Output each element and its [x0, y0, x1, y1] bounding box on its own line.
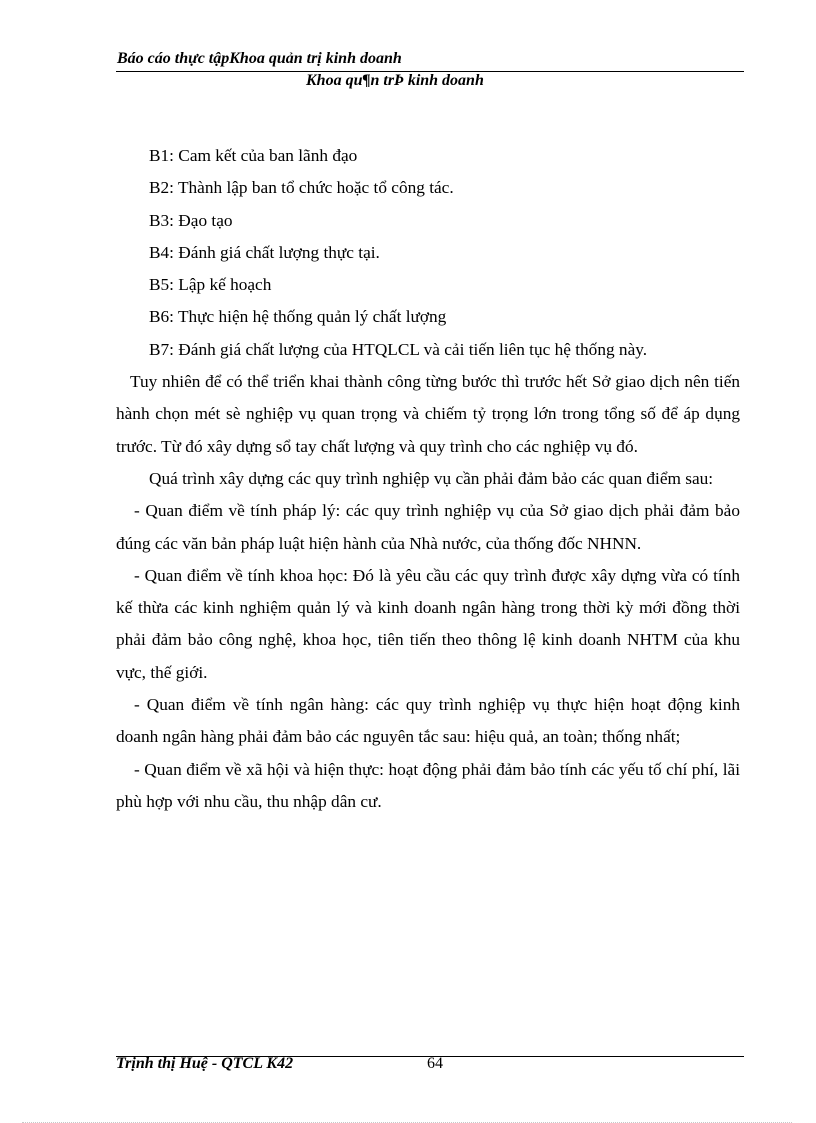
footer-author: Trịnh thị Huệ - QTCL K42	[116, 1055, 294, 1072]
step-b3: B3: Đạo tạo	[149, 210, 233, 230]
step-b2: B2: Thành lập ban tổ chức hoặc tổ công tác.	[149, 178, 454, 198]
step-b6: B6: Thực hiện hệ thống quản lý chất lượng	[149, 307, 447, 327]
document-body	[116, 140, 740, 818]
step-b5: B5: Lập kế hoạch	[149, 275, 272, 295]
step-b1: B1: Cam kết của ban lãnh đạo	[149, 146, 358, 165]
paragraph-implementation: Tuy nhiên để có thể triển khai thành công từng bước thì trước hết Sở giao dịch nên tiến hành chọn mét sè nghiệp vụ quan trọng và chiếm tỷ trọng lớn trong tổng số để áp dụng trước. Từ đó xây dựng sổ tay chất lượng và quy trình cho các nghiệp vụ đó.	[116, 372, 740, 456]
paragraph-scientific-viewpoint: - Quan điểm về tính khoa học: Đó là yêu cầu các quy trình được xây dựng vừa có tính kế thừa các kinh nghiệm quản lý và kinh doanh ngân hàng trong thời kỳ mới đồng thời phải đảm bảo công nghệ, khoa học, tiên tiến theo thông lệ kinh doanh NHTM của khu vực, thế giới.	[116, 565, 740, 682]
paragraph-viewpoints-intro: Quá trình xây dựng các quy trình nghiệp vụ cần phải đảm bảo các quan điểm sau:	[149, 468, 714, 488]
step-b7: B7: Đánh giá chất lượng của HTQLCL và cải tiến liên tục hệ thống này.	[149, 339, 648, 359]
paragraph-banking-viewpoint: - Quan điểm về tính ngân hàng: các quy trình nghiệp vụ thực hiện hoạt động kinh doanh ngân hàng phải đảm bảo các nguyên tắc sau: hiệu quả, an toàn; thống nhất;	[116, 695, 740, 747]
paragraph-social-viewpoint: - Quan điểm về xã hội và hiện thực: hoạt động phải đảm bảo tính các yếu tố chí phí, lãi phù hợp với nhu cầu, thu nhập dân cư.	[116, 759, 740, 811]
header-title: Báo cáo thực tậpKhoa quản trị kinh doanh	[117, 50, 402, 67]
header-subtitle: Khoa qu¶n trÞ kinh doanh	[306, 72, 484, 89]
step-b4: B4: Đánh giá chất lượng thực tại.	[149, 242, 380, 262]
page-number: 64	[427, 1055, 443, 1072]
paragraph-legal-viewpoint: - Quan điểm về tính pháp lý: các quy trình nghiệp vụ của Sở giao dịch phải đảm bảo đúng các văn bản pháp luật hiện hành của Nhà nước, của thống đốc NHNN.	[116, 501, 740, 553]
